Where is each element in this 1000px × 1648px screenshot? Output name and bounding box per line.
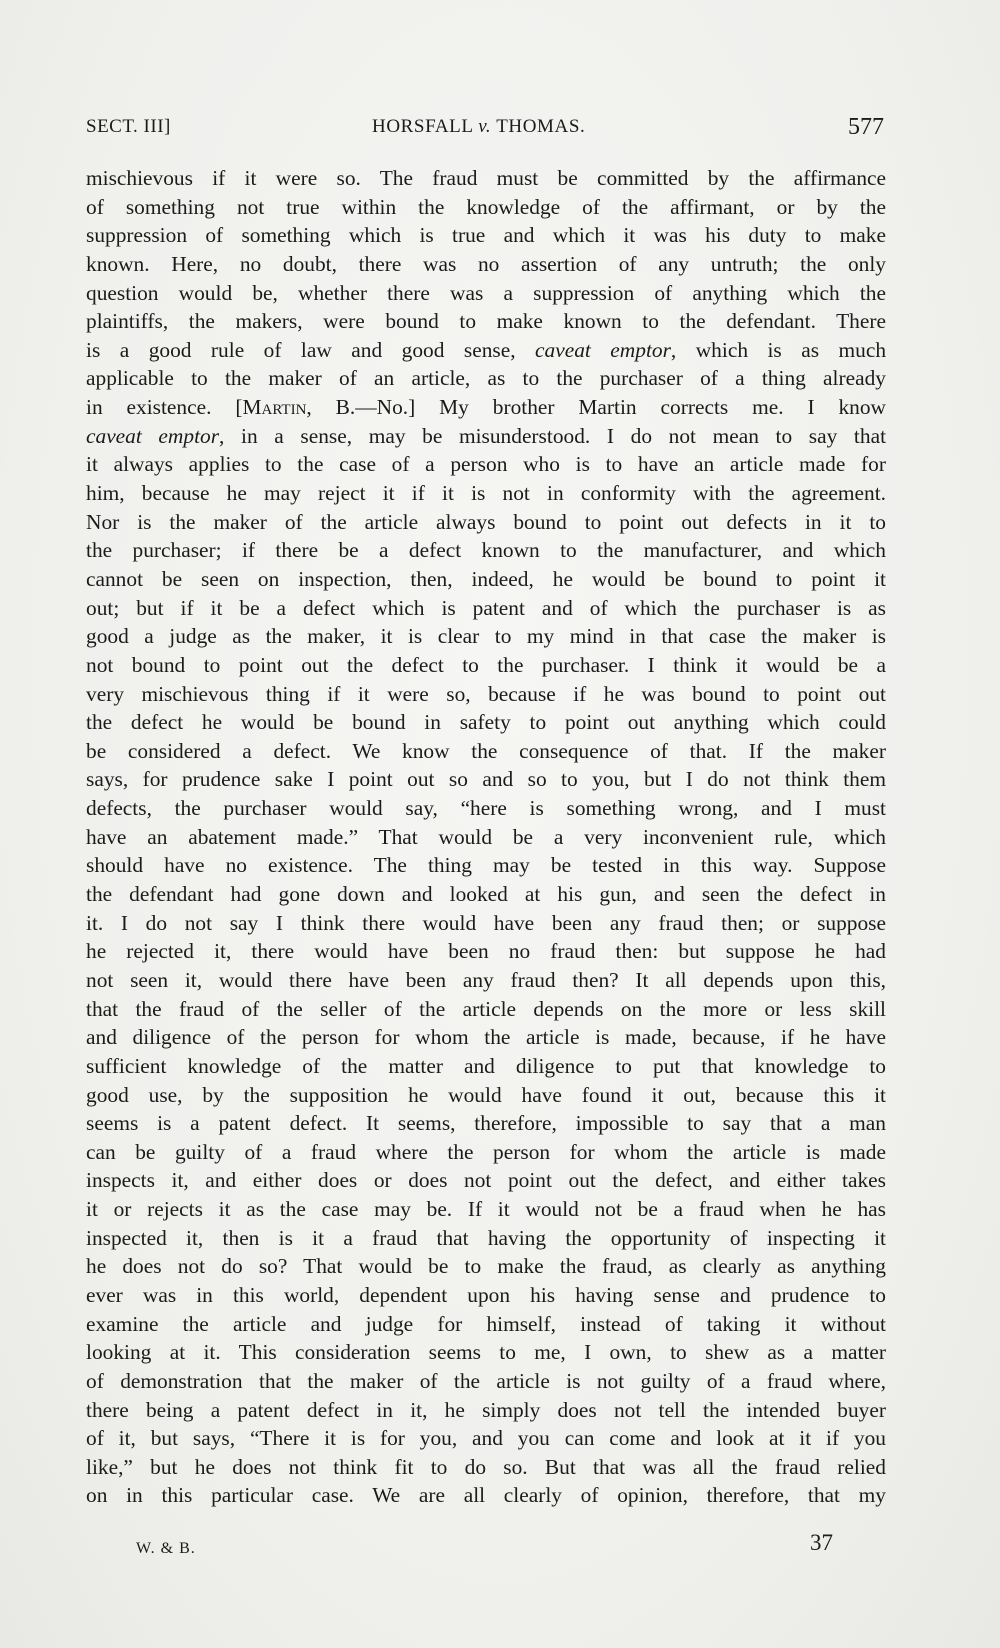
text-line: it always applies to the case of a person who is to have an article made for xyxy=(86,452,886,477)
case-title xyxy=(372,116,585,138)
text-line: inspected it, then is it a fraud that having the opportunity of inspecting it xyxy=(86,1225,886,1250)
case-title-plaintiff: HORSFALL xyxy=(372,116,479,137)
text-line: ever was in this world, dependent upon his having sense and prudence to xyxy=(86,1282,886,1307)
text-line: of demonstration that the maker of the article is not guilty of a fraud where, xyxy=(86,1368,886,1393)
text-line: it. I do not say I think there would have been any fraud then; or suppose xyxy=(86,910,886,935)
text-line: not bound to point out the defect to the purchaser. I think it would be a xyxy=(86,652,886,677)
text-line: there being a patent defect in it, he simply does not tell the intended buyer xyxy=(86,1397,886,1422)
text-line: caveat emptor, in a sense, may be misunderstood. I do not mean to say that xyxy=(86,423,887,448)
page-footer xyxy=(86,1530,886,1562)
text-line: examine the article and judge for himself, instead of taking it without xyxy=(86,1311,886,1336)
text-line: on in this particular case. We are all clearly of opinion, therefore, that my xyxy=(86,1483,886,1508)
text-line: it or rejects it as the case may be. If it would not be a fraud when he has xyxy=(86,1197,886,1222)
text-line: defects, the purchaser would say, “here is something wrong, and I must xyxy=(86,796,886,821)
text-line: and diligence of the person for whom the article is made, because, if he have xyxy=(86,1025,886,1050)
case-title-versus: v. xyxy=(478,116,492,137)
text-line: have an abatement made.” That would be a very inconvenient rule, which xyxy=(86,824,886,849)
text-line: cannot be seen on inspection, then, indeed, he would be bound to point it xyxy=(86,566,886,591)
text-line: of something not true within the knowledge of the affirmant, or by the xyxy=(86,194,886,219)
body-text xyxy=(86,164,886,1510)
section-label: SECT. III] xyxy=(86,116,171,137)
text-line: should have no existence. The thing may be tested in this way. Suppose xyxy=(86,853,886,878)
text-line: the purchaser; if there be a defect known to the manufacturer, and which xyxy=(86,538,886,563)
text-line: seems is a patent defect. It seems, therefore, impossible to say that a man xyxy=(86,1111,886,1136)
running-header xyxy=(86,114,884,146)
signature-mark: W. & B. xyxy=(136,1540,196,1557)
text-line: very mischievous thing if it were so, because if he was bound to point out xyxy=(86,681,886,706)
text-line: he rejected it, there would have been no fraud then: but suppose he had xyxy=(86,939,886,964)
text-line: applicable to the maker of an article, as to the purchaser of a thing already xyxy=(86,366,886,391)
signature-number: 37 xyxy=(810,1530,833,1555)
text-line: him, because he may reject it if it is not in conformity with the agreement. xyxy=(86,481,886,506)
text-line: sufficient knowledge of the matter and diligence to put that knowledge to xyxy=(86,1053,886,1078)
text-line: inspects it, and either does or does not point out the defect, and either takes xyxy=(86,1168,886,1193)
text-line: suppression of something which is true and which it was his duty to make xyxy=(86,223,886,248)
page-number: 577 xyxy=(848,114,884,140)
text-line: like,” but he does not think fit to do so. But that was all the fraud relied xyxy=(86,1454,886,1479)
text-line: looking at it. This consideration seems to me, I own, to shew as a matter xyxy=(86,1340,886,1365)
text-line: he does not do so? That would be to make the fraud, as clearly as anything xyxy=(86,1254,886,1279)
text-line: the defect he would be bound in safety to point out anything which could xyxy=(86,710,886,735)
text-line: question would be, whether there was a suppression of anything which the xyxy=(86,280,886,305)
text-line: good use, by the supposition he would have found it out, because this it xyxy=(86,1082,886,1107)
text-line: good a judge as the maker, it is clear to my mind in that case the maker is xyxy=(86,624,886,649)
text-line: is a good rule of law and good sense, caveat emptor, which is as much xyxy=(86,337,887,362)
text-line: in existence. [Martin, B.—No.] My brother Martin corrects me. I know xyxy=(86,395,887,420)
text-line: mischievous if it were so. The fraud must be committed by the affirmance xyxy=(86,166,886,190)
text-line: out; but if it be a defect which is patent and of which the purchaser is as xyxy=(86,595,886,620)
text-line: says, for prudence sake I point out so and so to you, but I do not think them xyxy=(86,767,886,792)
text-line: the defendant had gone down and looked at his gun, and seen the defect in xyxy=(86,882,886,907)
text-line: not seen it, would there have been any fraud then? It all depends upon this, xyxy=(86,967,886,992)
text-line: be considered a defect. We know the consequence of that. If the maker xyxy=(86,738,886,763)
case-title-defendant: THOMAS. xyxy=(491,116,586,137)
text-line: that the fraud of the seller of the article depends on the more or less skill xyxy=(86,996,886,1021)
text-line: known. Here, no doubt, there was no assertion of any untruth; the only xyxy=(86,251,886,276)
text-line: of it, but says, “There it is for you, and you can come and look at it if you xyxy=(86,1426,886,1451)
text-line: Nor is the maker of the article always bound to point out defects in it to xyxy=(86,509,886,534)
text-line: plaintiffs, the makers, were bound to make known to the defendant. There xyxy=(86,309,886,334)
text-line: can be guilty of a fraud where the person for whom the article is made xyxy=(86,1139,886,1164)
